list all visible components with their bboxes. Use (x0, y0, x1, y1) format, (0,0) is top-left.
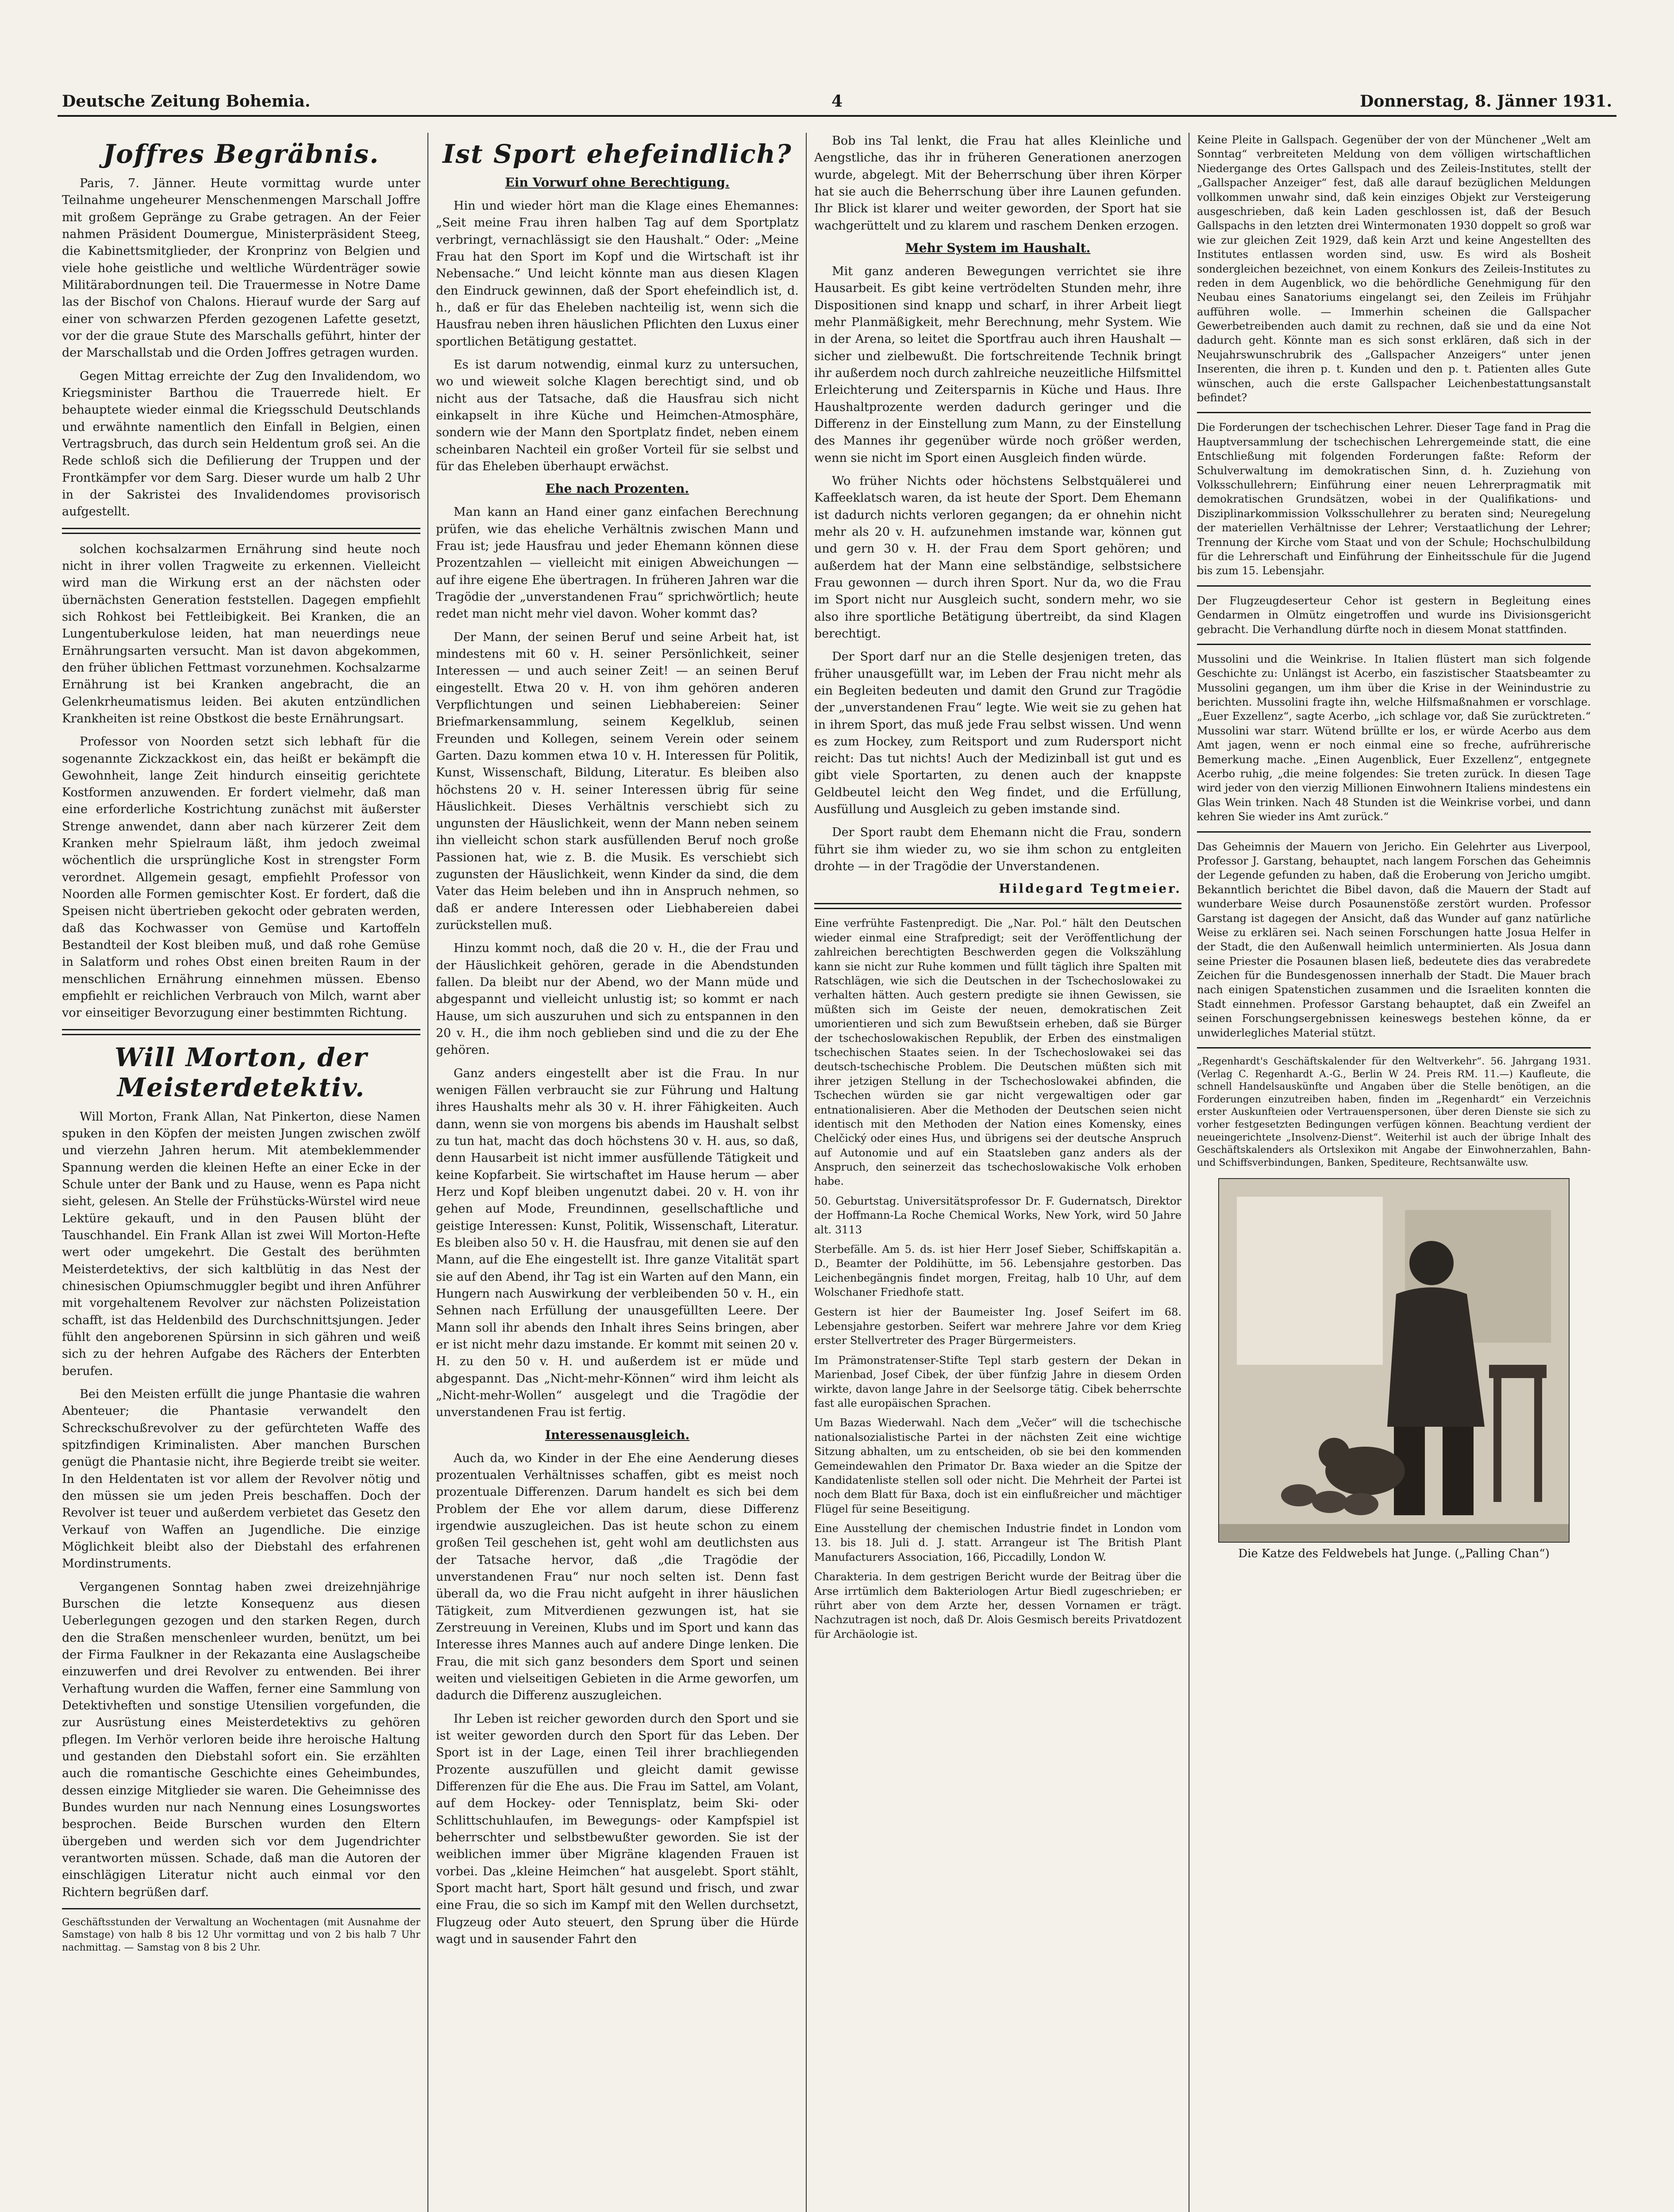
news-notice: Charakteria. In dem gestrigen Bericht wurde der Beitrag über die Arse irrtümlich dem Bakteriologen Artur Biedl zugeschrieben; er rührt aber von dem Arzte her, dessen Vornamen er trägt. Nachzutragen ist noch, daß Dr. Alois Gesmisch bereits Privatdozent für Archäologie ist. (814, 1571, 1181, 1640)
newspaper-name: Deutsche Zeitung Bohemia. (62, 92, 311, 111)
ad-code: 3113 (835, 1223, 862, 1236)
article-paragraph: Der Sport darf nur an die Stelle desjenigen treten, das früher unausgefüllt war, im Leben der Frau nicht mehr als ein Begleiten bedeuten und damit den Grund zur Tragödie der „unverstandenen Frau“ legte. Wie weit sie zu gehen hat in ihrem Sport, das muß jede Frau selbst wissen. Und wenn es zum Hockey, zum Reitsport und zum Rudersport nicht reicht: Das tut nichts! Auch der Medizinball ist gut und es gibt viele Sportarten, zu denen auch der knappste Geldbeutel leicht den Weg findet, und die Erfüllung, Ausfüllung und Ausgleich zu geben imstande sind. (814, 650, 1181, 817)
news-notice: Die Forderungen der tschechischen Lehrer. Dieser Tage fand in Prag die Hauptversammlung der tschechischen Lehrergemeinde statt, die eine Entschließung mit folgenden Forderungen faßte: Reform der Schulverwaltung im demokratischen Sinn, d. h. Zuziehung von Volksschullehrern; Einführung einer neuen Lehrerpragmatik mit demokratischen Grundsätzen, wobei in der Qualifikations- und Disziplinarkommission Volksschullehrer zu beraten sind; Neuregelung der materiellen Verhältnisse der Lehrer; Verstaatlichung der Lehrer; Trennung der Kirche vom Staat und von der Schule; Hochschulbildung für die Lehrerschaft und Einführung der Einheitsschule für die Jugend bis zum 15. Lebensjahr. (1197, 421, 1591, 577)
news-notice: Im Prämonstratenser-Stifte Tepl starb gestern der Dekan in Marienbad, Josef Cibek, der über fünfzig Jahre in diesem Orden wirkte, davon lange Jahre in der Seelsorge tätig. Cibek beherrschte fast alle europäischen Sprachen. (814, 1354, 1181, 1409)
section-heading: Ehe nach Prozenten. (545, 481, 689, 496)
article-paragraph: Ihr Leben ist reicher geworden durch den Sport und sie ist weiter geworden durch den Sport für das Leben. Der Sport ist in der Lage, einen Teil ihrer brachliegenden Prozente auszufüllen und gleicht damit gewisse Differenzen für die Ehe aus. Die Frau im Sattel, am Volant, auf dem Hockey- oder Tennisplatz, beim Ski- oder Schlittschuhlaufen, im Bewegungs- oder Kampfspiel ist beherrschter und selbstbewußter geworden. Sie ist der weiblichen immer über Migräne klagenden Frauen ist vorbei. Das „kleine Heimchen“ hat ausgelebt. Sport stählt, Sport macht hart, Sport hält gesund und frisch, und zwar eine Frau, die so sich im Kampf mit den Wellen durchsetzt, Flugzeug oder Auto steuert, den Sprung über die Hürde wagt und in sausender Fahrt den (436, 1712, 799, 1946)
article-paragraph: Hinzu kommt noch, daß die 20 v. H., die der Frau und der Häuslichkeit gehören, gerade in die Abendstunden fallen. Da bleibt nur der Abend, wo der Mann müde und abgespannt und vielleicht unlustig ist; so kommt er nach Hause, um sich auszuruhen und sich zu entspannen in den 20 v. H., die ihm noch geblieben sind und die zu der Ehe gehören. (436, 941, 799, 1057)
article-subheadline: Ein Vorwurf ohne Berechtigung. (505, 175, 730, 190)
column-2 (436, 133, 799, 2212)
article-paragraph: Paris, 7. Jänner. Heute vormittag wurde unter Teilnahme ungeheurer Menschenmengen Marschall Joffre mit großem Gepränge zu Grabe getragen. An der Feier nahmen Präsident Doumergue, Ministerpräsident Steeg, die Kabinettsmitglieder, der Kronprinz von Belgien und viele hohe geistliche und weltliche Würdenträger sowie Militärabordnungen teil. Die Trauermesse in Notre Dame las der Bischof von Chalons. Hierauf wurde der Sarg auf einer von schwarzen Pferden gezogenen Lafette gesetzt, vor der die graue Stute des Marschalls geführt, hinter der der Marschallstab und die Orden Joffres getragen wurden. (62, 177, 420, 360)
section-divider (1197, 585, 1591, 587)
article-paragraph: Vergangenen Sonntag haben zwei dreizehnjährige Burschen die letzte Konsequenz aus diesen Ueberlegungen gezogen und den starken Regen, durch den die Straßen menschenleer wurden, benützt, um bei der Firma Faulkner in der Rekazanta eine Auslagscheibe einzuwerfen und drei Revolver zu entwenden. Bei ihrer Verhaftung wurden die Waffen, ferner eine Sammlung von Detektivheften und sonstige Utensilien vorgefunden, die zur Ausrüstung eines Meisterdetektivs zu gehören pflegen. Im Verhör verloren beide ihre heroische Haltung und gestanden den Diebstahl sofort ein. Sie erzählten auch die romantische Geschichte eines Geheimbundes, dessen einzige Mitglieder sie waren. Die Geheimnisse des Bundes wurden nur nach Nennung eines Losungswortes besprochen. Beide Burschen wurden den Eltern übergeben und werden sich vor dem Jugendrichter verantworten müssen. Schade, daß man die Autoren der einschlägigen Literatur nicht auch einmal vor den Richtern begrüßen darf. (62, 1580, 420, 1899)
news-photo (1218, 1178, 1570, 1543)
column-1 (62, 133, 420, 2212)
article-paragraph: Der Sport raubt dem Ehemann nicht die Frau, sondern führt sie ihm wieder zu, wo sie ihm schon zu entgleiten drohte — in der Tragödie der Unverstandenen. (814, 826, 1181, 874)
book-review-notice: „Regenhardt's Geschäftskalender für den Weltverkehr“. 56. Jahrgang 1931. (Verlag C. Regenhardt A.-G., Berlin W 24. Preis RM. 11.—) Kaufleute, die schnell Handelsauskünfte und Angaben über die Stelle benötigen, an die Forderungen einzutreiben haben, finden im „Regenhardt“ ein Verzeichnis erster Auskunfteien oder Vertrauenspersonen, über deren Dienste sie sich zu vorher festgesetzten Bedingungen verfügen können. Beachtung verdient der neueingerichtete „Insolvenz-Dienst“. Weiterhil ist auch der übrige Inhalt des Geschäftskalenders als Ortslexikon mit Angabe der Einwohnerzahlen, Bahn- und Schiffsverbindungen, Banken, Spediteure, Rechtsanwälte usw. (1197, 1056, 1591, 1168)
photo-illustration (1219, 1179, 1569, 1542)
article-headline: Ist Sport ehefeindlich? (443, 139, 792, 169)
article-paragraph: Es ist darum notwendig, einmal kurz zu untersuchen, wo und wieweit solche Klagen berechtigt sind, und ob nicht aus der Tatsache, daß die Hausfrau sich nicht einkapselt in ihre Küche und Heimchen-Atmosphäre, sondern wie der Mann den Sportplatz findet, neben einem scheinbaren Nachteil ein großer Vorteil für sie selbst und für das Eheleben überhaupt erwächst. (436, 357, 799, 473)
news-notice: Eine Ausstellung der chemischen Industrie findet in London vom 13. bis 18. Juli d. J. statt. Arrangeur ist The British Plant Manufacturers Association, 166, Piccadilly, London W. (814, 1522, 1181, 1563)
news-notice: Keine Pleite in Gallspach. Gegenüber der von der Münchener „Welt am Sonntag“ verbreiteten Meldung von dem völligen wirtschaftlichen Niedergange des Ortes Gallspach und des Zeileis-Institutes, stellt der „Gallspacher Anzeiger“ fest, daß alle darauf bezüglichen Meldungen vollkommen unwahr sind, daß kein einziges Objekt zur Versteigerung ausgeschrieben, daß kein Laden geschlossen ist, daß der Besuch Gallspachs in den letzten drei Wintermonaten 1930 doppelt so groß war wie zur gleichen Zeit 1929, daß kein Arzt und keine Angestellten des Institutes entlassen worden sind, usw. Es wird als Bosheit sondergleichen bezeichnet, von einem Konkurs des Zeileis-Institutes zu reden in dem Augenblick, wo die behördliche Genehmigung für den Neubau eines Sanatoriums eingelangt sei, den Zeileis im Frühjahr aufführen wolle. — Immerhin scheinen die Gallspacher Gewerbetreibenden auch damit zu rechnen, daß sie und da eine Not dadurch geht. Könnte man es sich sonst erklären, daß sich in der Neujahrswunschrubrik des „Gallspacher Anzeigers“ unter jenen Inserenten, die ihren p. t. Kunden und den p. t. Patienten alles Gute wünschen, auch die erste Gallspacher Leichenbestattungsanstalt befindet? (1197, 134, 1591, 404)
article-paragraph: solchen kochsalzarmen Ernährung sind heute noch nicht in ihrer vollen Tragweite zu erkennen. Vielleicht wird man die Wirkung erst an der nächsten oder übernächsten Generation feststellen. Dagegen empfiehlt sich Rohkost bei Fettleibigkeit. Bei Kranken, die an Lungentuberkulose leiden, hat man neuerdings neue Ernährungsarten versucht. Man ist davon abgekommen, den früher üblichen Fettmast vorzunehmen. Kochsalzarme Ernährung ist bei Kranken angebracht, die an Gelenkrheumatismus leiden. Bei akuten entzündlichen Krankheiten ist reine Obstkost die beste Ernährungsart. (62, 542, 420, 726)
section-divider (62, 1029, 420, 1035)
column-4 (1197, 133, 1591, 2212)
section-divider (1197, 1047, 1591, 1048)
news-notice-text: 50. Geburtstag. Universitätsprofessor Dr. F. Gudernatsch, Direktor der Hoffmann-La Roche Chemical Works, New York, wird 50 Jahre alt. (814, 1194, 1181, 1236)
section-divider (814, 903, 1181, 909)
column-3 (814, 133, 1181, 2212)
issue-date: Donnerstag, 8. Jänner 1931. (1360, 92, 1612, 111)
article-paragraph: Bob ins Tal lenkt, die Frau hat alles Kleinliche und Aengstliche, das ihr in früheren Generationen anerzogen wurde, abgelegt. Mit der Beherrschung über ihren Körper hat sie auch die Beherrschung über ihre Launen gefunden. Ihr Blick ist klarer und weiter geworden, der Sport hat sie wachgerüttelt und zu klarem und raschem Denken erzogen. (814, 134, 1181, 233)
photo-caption: Die Katze des Feldwebels hat Junge. („Palling Chan“) (1238, 1547, 1550, 1561)
news-notice: Sterbefälle. Am 5. ds. ist hier Herr Josef Sieber, Schiffskapitän a. D., Beamter der Poldihütte, im 56. Lebensjahre gestorben. Das Leichenbegängnis findet morgen, Freitag, halb 10 Uhr, auf dem Wolschaner Friedhofe statt. (814, 1243, 1181, 1299)
column-rule (427, 133, 428, 2212)
news-notice: Gestern ist hier der Baumeister Ing. Josef Seifert im 68. Lebensjahre gestorben. Seifert war mehrere Jahre vor dem Krieg erster Stellvertreter des Prager Bürgermeisters. (814, 1306, 1181, 1347)
article-paragraph: Gegen Mittag erreichte der Zug den Invalidendom, wo Kriegsminister Barthou die Trauerrede hielt. Er behauptete wieder einmal die Kriegsschuld Deutschlands und erwähnte namentlich den Einfall in Belgien, einen Vertragsbruch, das durch sein Heldentum groß sei. An die Rede schloß sich die Defilierung der Truppen und der Frontkämpfer vor dem Sarg. Dieser wurde um halb 2 Uhr in der Sakristei des Invalidendomes provisorisch aufgestellt. (62, 369, 420, 519)
article-headline: Joffres Begräbnis. (103, 139, 380, 169)
news-notice: Um Bazas Wiederwahl. Nach dem „Večer“ will die tschechische nationalsozialistische Partei in der nächsten Zeit eine wichtige Sitzung abhalten, um zu entscheiden, ob sie bei den kommenden Gemeindewahlen den Primator Dr. Baxa wieder an die Spitze der Kandidatenliste stellen soll oder nicht. Die Mehrheit der Partei ist noch dem Blatt für Baxa, doch ist ein einflußreicher und mächtiger Flügel für seine Beseitigung. (814, 1417, 1181, 1515)
article-headline: Will Morton, der Meisterdetektiv. (115, 1042, 368, 1102)
section-divider (62, 528, 420, 534)
section-heading: Mehr System im Haushalt. (905, 240, 1091, 255)
section-divider (1197, 831, 1591, 833)
office-hours-notice: Geschäftsstunden der Verwaltung an Wochentagen (mit Ausnahme der Samstage) von halb 8 bis 12 Uhr vormittag und von 2 bis halb 7 Uhr nachmittag. — Samstag von 8 bis 2 Uhr. (62, 1916, 420, 1954)
article-paragraph: Man kann an Hand einer ganz einfachen Berechnung prüfen, wie das eheliche Verhältnis zwischen Mann und Frau ist; jede Hausfrau und jeder Ehemann können diese Prozentzahlen — vielleicht mit einigen Abweichungen — auf ihre eigene Ehe übertragen. In früheren Jahren war die Tragödie der „unverstandenen Frau“ sprichwörtlich; heute redet man nicht mehr viel davon. Woher kommt das? (436, 505, 799, 621)
page-header (58, 88, 1616, 117)
news-notice (814, 1194, 1181, 1237)
news-notice: Der Flugzeugdeserteur Cehor ist gestern in Begleitung eines Gendarmen in Olmütz eingetroffen und wurde ins Divisionsgericht gebracht. Die Verhandlung dürfte noch in diesem Monat stattfinden. (1197, 594, 1591, 636)
page-number: 4 (831, 92, 843, 111)
article-paragraph: Mit ganz anderen Bewegungen verrichtet sie ihre Hausarbeit. Es gibt keine vertrödelten Stunden mehr, ihre Dispositionen sind knapp und scharf, in ihrer Arbeit liegt mehr Planmäßigkeit, mehr Berechnung, mehr System. Wie in der Arena, so leitet die Sportfrau auch ihren Haushalt — sicher und zielbewußt. Die fortschreitende Technik bringt ihr außerdem noch durch zahlreiche neuzeitliche Hilfsmittel Erleichterung und Zeitersparnis in Küche und Haus. Ihre Haushaltprozente werden dadurch geringer und die Differenz in der Einstellung zum Mann, zu der Einstellung des Mannes ihr gegenüber würde noch größer werden, wenn sie nicht im Sport einen Ausgleich finden würde. (814, 264, 1181, 465)
column-rule (806, 133, 807, 2212)
section-divider (1197, 412, 1591, 413)
article-paragraph: Ganz anders eingestellt aber ist die Frau. In nur wenigen Fällen verbraucht sie zur Führung und Haltung ihres Haushalts mehr als 30 v. H. ihrer Fähigkeiten. Auch dann, wenn sie von morgens bis abends im Haushalt selbst zu tun hat, macht das doch höchstens 30 v. H. aus, so daß, denn Hausarbeit ist nicht immer ausfüllende Tätigkeit und keine Kopfarbeit. Sie wirtschaftet im Hause herum — aber Herz und Kopf bleiben ungenutzt dabei. 20 v. H. von ihr gehen auf Mode, Freundinnen, gesellschaftliche und geistige Interessen: Kunst, Politik, Wissenschaft, Literatur. Es bleiben also 50 v. H. die Hausfrau, mit denen sie auf den Mann, auf die Ehe eingestellt ist. Ihre ganze Vitalität spart sie auf den Abend, ihr Tag ist ein Warten auf den Mann, ein Hungern nach Auswirkung der verbleibenden 50 v. H., ein Sehnen nach Erfüllung der unausgefüllten Leere. Der Mann soll ihr abends den Inhalt ihres Seins bringen, aber er ist nicht mehr dazu imstande. Er kommt mit seinen 20 v. H. zu den 50 v. H. und außerdem ist er müde und abgespannt. Das „Nicht-mehr-Können“ wird ihm leicht als „Nicht-mehr-Wollen“ ausgelegt und die Tragödie der unverstandenen Frau ist fertig. (436, 1066, 799, 1420)
article-author: Hildegard Tegtmeier. (999, 881, 1181, 896)
section-heading: Interessenausgleich. (545, 1427, 690, 1442)
article-paragraph: Hin und wieder hört man die Klage eines Ehemannes: „Seit meine Frau ihren halben Tag auf dem Sportplatz verbringt, vernachlässigt sie den Haushalt.“ Oder: „Meine Frau hat den Sport im Kopf und die Wirtschaft ist ihr Nebensache.“ Und leicht könnte man aus diesen Klagen den Eindruck gewinnen, daß der Sport ehefeindlich ist, d. h., daß er für das Eheleben nachteilig ist, wenn sich die Hausfrau neben ihren häuslichen Pflichten den Luxus einer sportlichen Betätigung gestattet. (436, 199, 799, 349)
article-paragraph: Der Mann, der seinen Beruf und seine Arbeit hat, ist mindestens mit 60 v. H. seiner Persönlichkeit, seiner Interessen — und auch seiner Zeit! — an seinen Beruf eingestellt. Etwa 20 v. H. von ihm gehören anderen Verpflichtungen und seinen Liebhabereien: Seiner Briefmarkensammlung, seinem Kegelklub, seinen Freunden und Kollegen, seinem Verein oder seinem Garten. Dazu kommen etwa 10 v. H. Interessen für Politik, Kunst, Wissenschaft, Bildung, Literatur. Es bleiben also höchstens 20 v. H. seiner Interessen übrig für seine Häuslichkeit. Dieses Verhältnis verschiebt sich zu ungunsten der Häuslichkeit, wenn der Mann neben seinem ihn vielleicht schon stark ausfüllenden Beruf noch große Passionen hat, wie z. B. die Musik. Es verschiebt sich zugunsten der Häuslichkeit, wenn Kinder da sind, die dem Vater das Heim beleben und ihn in Anspruch nehmen, so daß er andere Interessen oder Liebhabereien dabei zurückstellen muß. (436, 630, 799, 933)
article-paragraph: Wo früher Nichts oder höchstens Selbstquälerei und Kaffeeklatsch waren, da ist heute der Sport. Dem Ehemann ist dadurch nichts verloren gegangen; da er ohnehin nicht mehr als 20 v. H. aufzunehmen imstande war, können gut und gern 30 v. H. der Frau dem Sport gehören; und außerdem hat der Mann eine selbständige, selbstsichere Frau gewonnen — durch ihren Sport. Nur da, wo die Frau im Sport nicht nur Ausgleich sucht, sondern mehr, wo sie also ihre sportliche Betätigung übertreibt, da sind Klagen berechtigt. (814, 474, 1181, 641)
article-paragraph: Auch da, wo Kinder in der Ehe eine Aenderung dieses prozentualen Verhältnisses schaffen, gibt es meist noch prozentuale Differenzen. Darum handelt es sich bei dem Problem der Ehe vor allem darum, diese Differenz irgendwie auszugleichen. Das ist heute schon zu einem großen Teil geschehen ist, geht wohl am deutlichsten aus der Tatsache hervor, daß „die Tragödie der unverstandenen Frau“ nur noch selten ist. Denn fast überall da, wo die Frau nicht aufgeht in ihrer häuslichen Tätigkeit, zum Mitverdienen gezwungen ist, hat sie Zerstreuung in Vereinen, Klubs und im Sport und kann das Interesse ihres Mannes auch auf andere Dinge lenken. Die Frau, die mit sich ganz besonders dem Sport und seinen weiten und vielseitigen Gebieten in die Arme geworfen, um dadurch die Differenz auszugleichen. (436, 1451, 799, 1703)
article-paragraph: Will Morton, Frank Allan, Nat Pinkerton, diese Namen spuken in den Köpfen der meisten Jungen zwischen zwölf und vierzehn Jahren herum. Mit atembeklemmender Spannung werden die kleinen Hefte an einer Ecke in der Schule unter der Bank und zu Hause, wenn es Papa nicht sieht, gelesen. An Stelle der Frühstücks-Würstel wird neue Lektüre gekauft, und in den Pausen blüht der Tauschhandel. Ein Frank Allan ist zwei Will Morton-Hefte wert oder umgekehrt. Die Gestalt des berühmten Meisterdetektivs, der sich kaltblütig in das Nest der chinesischen Opiumschmuggler begibt und ihren Anführer mit vorgehaltenem Revolver zur nächsten Polizeistation schafft, ist das Heldenbild des Durchschnittsjungen. Jeder fühlt den angeborenen Spürsinn in sich gähren und weiß sich zu der hehren Aufgabe des Rächers der Enterbten berufen. (62, 1110, 420, 1378)
section-divider (62, 1908, 420, 1909)
news-notice: Das Geheimnis der Mauern von Jericho. Ein Gelehrter aus Liverpool, Professor J. Garstang, behauptet, nach langem Forschen das Geheimnis der Legende gefunden zu haben, daß die Eroberung von Jericho umgibt. Bekanntlich berichtet die Bibel davon, daß die Mauern der Stadt auf wunderbare Weise durch Posaunenstöße zerstört wurden. Professor Garstang ist dagegen der Ansicht, daß das Wunder auf ganz natürliche Weise zu erklären sei. Nach seinen Forschungen hatte Josua Helfer in der Stadt, die den Außenwall heimlich unterminierten. Als Josua dann seine Priester die Posaunen blasen ließ, bedeutete dies das verabredete Zeichen für die Bundesgenossen innerhalb der Stadt. Die Mauer brach nach einigen Spatenstichen zusammen und die Israeliten konnten die Stadt einnehmen. Professor Garstang behauptet, daß ein Zweifel an seinen Forschungsergebnissen keineswegs bestehen könne, da er unwiderlegliches Material stützt. (1197, 840, 1591, 1039)
article-paragraph: Bei den Meisten erfüllt die junge Phantasie die wahren Abenteuer; die Phantasie verwandelt den Schreckschußrevolver zu der gefürchteten Waffe des spitzfindigen Kriminalisten. Aber manchen Burschen genügt die Phantasie nicht, ihre Begierde treibt sie weiter. In den Heldentaten ist vor allem der Revolver nötig und den müssen sie um jeden Preis beschaffen. Doch der Revolver ist teuer und außerdem verbietet das Gesetz den Verkauf von Waffen an Jugendliche. Die einzige Möglichkeit bleibt also der Diebstahl des erfahrenen Mordinstruments. (62, 1387, 420, 1571)
article-paragraph: Professor von Noorden setzt sich lebhaft für die sogenannte Zickzackkost ein, das heißt er bekämpft die Gewohnheit, lange Zeit hindurch einseitig gerichtete Kostformen anzuwenden. Er fordert vielmehr, daß man eine erforderliche Kostrichtung zunächst mit äußerster Strenge anwendet, dann aber nach kürzerer Zeit dem Kranken mehr Spielraum läßt, ihm jedoch zweimal wöchentlich die ursprüngliche Kost in strengster Form verordnet. Allgemein gesagt, empfiehlt Professor von Noorden alle Formen gemischter Kost. Er fordert, daß die Speisen nicht übertrieben gekocht oder gebraten werden, daß das Kochwasser von Gemüse und Kartoffeln Bestandteil der Kost bleiben muß, und daß rohe Gemüse in Salatform und rohes Obst einen breiten Raum in der menschlichen Ernährung einnehmen müssen. Ebenso empfiehlt er reichlichen Verbrauch von Milch, warnt aber vor einseitiger Bevorzugung einer bestimmten Richtung. (62, 735, 420, 1020)
news-notice: Eine verfrühte Fastenpredigt. Die „Nar. Pol.“ hält den Deutschen wieder einmal eine Strafpredigt; seit der Veröffentlichung der zahlreichen berechtigten Beschwerden gegen die Volkszählung kann sie nicht zur Ruhe kommen und füllt täglich ihre Spalten mit Ratschlägen, wie sich die Deutschen in der Tschechoslowakei zu verhalten hätten. Auch gestern predigte sie ihnen Gewissen, sie müßten sich im Geiste der neuen, demokratischen Zeit umorientieren und sich zum Bewußtsein erheben, daß sie Bürger der tschechoslowakischen Republik, der Erben des einstmaligen tschechischen Staates seien. In der Tschechoslowakei sei das deutsch-tschechische Problem. Die Deutschen müßten sich mit ihrer jetzigen Stellung in der Tschechoslowakei abfinden, die Tschechen würden sie gar nicht vergewaltigen oder gar entnationalisieren. Aber die Methoden der Deutschen seien nicht identisch mit den Methoden der Nation eines Komensky, eines Chelčický oder eines Hus, und übrigens sei der deutsche Anspruch auf Autonomie und auf ein Staatsleben ganz anders als der Anspruch, den seinerzeit das tschechoslowakische Volk erhoben habe. (814, 917, 1181, 1188)
section-divider (1197, 644, 1591, 645)
news-notice: Mussolini und die Weinkrise. In Italien flüstert man sich folgende Geschichte zu: Unlängst ist Acerbo, ein faszistischer Staatsbeamter zu Mussolini gegangen, um ihm über die Krise in der Weinindustrie zu berichten. Mussolini fragte ihn, welche Hilfsmaßnahmen er vorschlage. „Euer Exzellenz“, sagte Acerbo, „ich schlage vor, daß Sie zurücktreten.“ Mussolini war starr. Wütend brüllte er los, er würde Acerbo aus dem Amt jagen, wenn er noch einmal eine so freche, aufrührerische Bemerkung mache. „Einen Augenblick, Euer Exzellenz“, entgegnete Acerbo ruhig, „die meine folgendes: Sie treten zurück. In diesen Tage wird jeder von den vierzig Millionen Einwohnern Italiens mindestens ein Glas Wein trinken. Nach 48 Stunden ist die Weinkrise vorbei, und dann kehren Sie wieder ins Amt zurück.“ (1197, 653, 1591, 823)
